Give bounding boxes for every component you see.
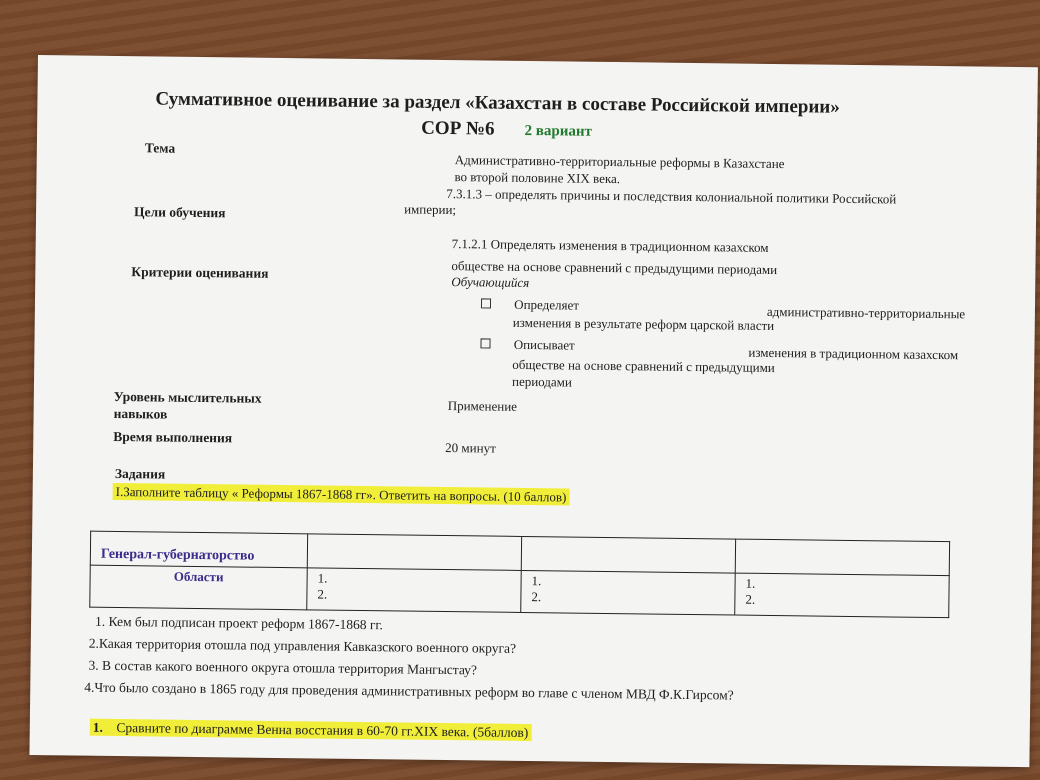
page-title: Суммативное оценивание за раздел «Казахстан в составе Российской империи» xyxy=(155,88,840,118)
criterion-line: периодами xyxy=(511,373,573,390)
time-label: Время выполнения xyxy=(113,428,233,446)
variant-label: 2 вариант xyxy=(524,122,593,140)
table-cell[interactable] xyxy=(521,536,735,573)
goal-line-1: 7.3.1.3 – определять причины и последствия колониальной политики Российской xyxy=(446,185,897,207)
time-value: 20 минут xyxy=(445,440,496,456)
criterion-right: изменения в традиционном казахском xyxy=(748,344,959,363)
table-cell[interactable]: 1. 2. xyxy=(521,570,735,615)
question-2: 2.Какая территория отошла под управления Кавказского военного округа? xyxy=(88,635,517,656)
goals-label: Цели обучения xyxy=(134,204,226,221)
regions-label: Области xyxy=(90,565,307,610)
checkbox-icon xyxy=(481,298,491,308)
tasks-label: Задания xyxy=(114,465,166,482)
question-1: 1. Кем был подписан проект реформ 1867-1868 гг. xyxy=(94,613,383,633)
goal-line-3: 7.1.2.1 Определять изменения в традиционном казахском xyxy=(451,236,769,255)
topic-line-2: во второй половине XIX века. xyxy=(454,169,621,187)
table-cell[interactable] xyxy=(307,534,521,571)
sor-number: СОР №6 xyxy=(421,117,495,140)
thinking-value: Применение xyxy=(447,398,518,414)
criterion-line: изменения в результате реформ царской власти xyxy=(512,314,775,334)
thinking-label-2: навыков xyxy=(113,405,168,422)
criterion-item: Определяет xyxy=(481,296,579,313)
goal-line-2: империи; xyxy=(404,201,457,218)
learner-label: Обучающийся xyxy=(451,274,530,291)
table-cell[interactable] xyxy=(735,539,949,576)
criterion-right: административно-территориальные xyxy=(766,303,966,322)
worksheet-page xyxy=(29,55,1037,767)
criteria-label: Критерии оценивания xyxy=(131,264,269,281)
topic-line-1: Административно-территориальные реформы в Казахстане xyxy=(454,152,785,172)
task-2: 1. Сравните по диаграмме Венна восстания в 60-70 гг.XIX века. (5баллов) xyxy=(90,720,532,741)
task-1: I.Заполните таблицу « Реформы 1867-1868 гг». Ответить на вопросы. (10 баллов) xyxy=(113,484,570,506)
topic-label: Тема xyxy=(144,140,176,156)
table-cell[interactable]: 1. 2. xyxy=(307,568,521,613)
goal-line-4: обществе на основе сравнений с предыдущими периодами xyxy=(451,258,778,278)
reforms-table xyxy=(89,531,950,619)
checkbox-icon xyxy=(480,338,490,348)
question-4: 4.Что было создано в 1865 году для проведения административных реформ во главе с членом МВД Ф.К.Гирсом? xyxy=(84,679,734,703)
table-header: Генерал-губернаторство xyxy=(90,531,307,568)
sor-heading xyxy=(421,118,592,142)
table-cell[interactable]: 1. 2. xyxy=(735,573,949,618)
criterion-line: обществе на основе сравнений с предыдущими xyxy=(512,356,775,376)
criterion-item: Описывает xyxy=(480,336,574,353)
question-3: 3. В состав какого военного округа отошла территория Мангыстау? xyxy=(88,657,478,678)
thinking-label: Уровень мыслительных xyxy=(113,388,262,406)
